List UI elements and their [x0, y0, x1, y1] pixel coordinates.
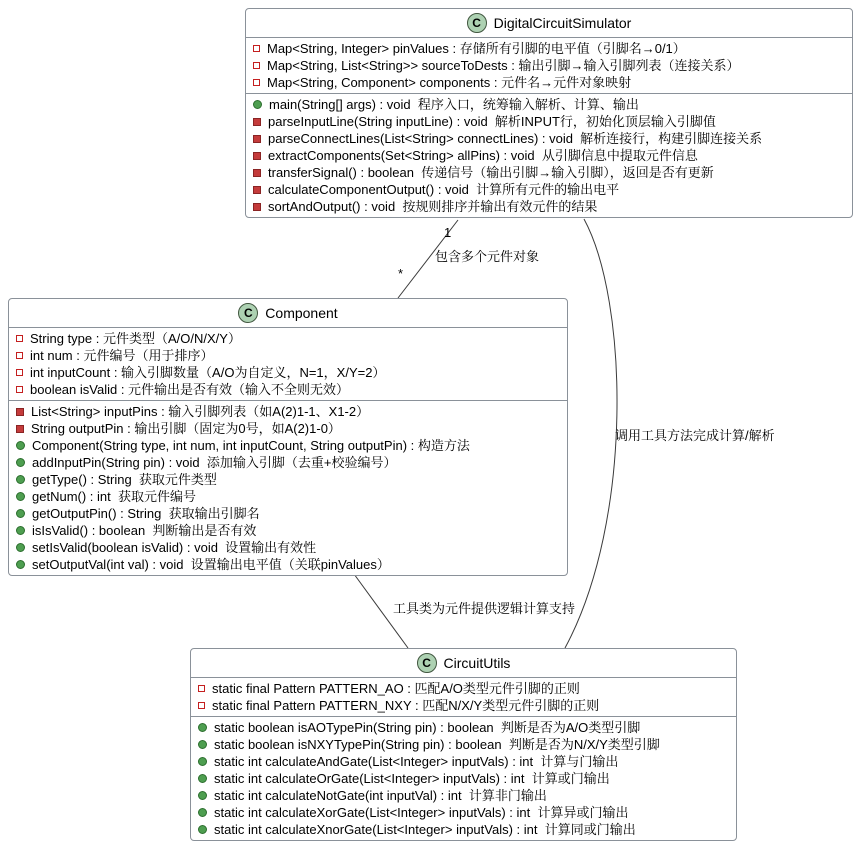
edge-label-contains-components: 包含多个元件对象 — [435, 249, 540, 264]
class-stereotype-icon: C — [417, 653, 437, 673]
member-text: static int calculateOrGate(List<Integer> inputVals) : int 计算或门输出 — [214, 771, 610, 786]
method-row — [191, 787, 736, 804]
private-method-icon — [253, 152, 261, 160]
public-method-icon — [16, 526, 25, 535]
class-stereotype-icon: C — [467, 13, 487, 33]
public-method-icon — [16, 475, 25, 484]
fields-compartment — [191, 678, 736, 716]
private-method-icon — [253, 169, 261, 177]
public-method-icon — [198, 808, 207, 817]
association-simulator-utils — [565, 219, 617, 648]
method-row — [9, 505, 567, 522]
private-field-icon — [16, 352, 23, 359]
method-row — [191, 719, 736, 736]
member-text: static final Pattern PATTERN_AO : 匹配A/O类型元件引脚的正则 — [212, 681, 580, 696]
method-row — [9, 437, 567, 454]
member-text: int inputCount : 输入引脚数量（A/O为自定义，N=1，X/Y=2） — [30, 365, 386, 380]
private-field-icon — [198, 685, 205, 692]
method-row — [9, 420, 567, 437]
methods-compartment — [246, 93, 852, 217]
member-text: boolean isValid : 元件输出是否有效（输入不全则无效） — [30, 382, 350, 397]
method-row — [9, 403, 567, 420]
field-row — [191, 680, 736, 697]
private-field-icon — [198, 702, 205, 709]
public-method-icon — [198, 740, 207, 749]
public-method-icon — [198, 723, 207, 732]
member-text: static boolean isAOTypePin(String pin) : boolean 判断是否为A/O类型引脚 — [214, 720, 641, 735]
field-row — [246, 74, 852, 91]
member-text: parseConnectLines(List<String> connectLines) : void 解析连接行，构建引脚连接关系 — [268, 131, 763, 146]
private-method-icon — [16, 408, 24, 416]
field-row — [191, 697, 736, 714]
member-text: Map<String, Component> components : 元件名→元件对象映射 — [267, 75, 632, 90]
member-text: String outputPin : 输出引脚（固定为0号，如A(2)1-0） — [31, 421, 341, 436]
method-row — [9, 556, 567, 573]
member-text: static int calculateXorGate(List<Integer> inputVals) : int 计算异或门输出 — [214, 805, 629, 820]
method-row — [191, 804, 736, 821]
public-method-icon — [198, 774, 207, 783]
class-name: DigitalCircuitSimulator — [493, 15, 632, 31]
field-row — [246, 40, 852, 57]
private-method-icon — [16, 425, 24, 433]
member-text: setIsValid(boolean isValid) : void 设置输出有效性 — [32, 540, 317, 555]
method-row — [191, 753, 736, 770]
method-row — [191, 770, 736, 787]
method-row — [246, 198, 852, 215]
public-method-icon — [16, 441, 25, 450]
method-row — [246, 113, 852, 130]
method-row — [191, 736, 736, 753]
public-method-icon — [253, 100, 262, 109]
public-method-icon — [16, 458, 25, 467]
public-method-icon — [16, 492, 25, 501]
member-text: String type : 元件类型（A/O/N/X/Y） — [30, 331, 241, 346]
class-stereotype-icon: C — [238, 303, 258, 323]
fields-compartment — [246, 38, 852, 93]
class-header — [191, 649, 736, 678]
member-text: getNum() : int 获取元件编号 — [32, 489, 196, 504]
member-text: getType() : String 获取元件类型 — [32, 472, 217, 487]
methods-compartment — [9, 400, 567, 575]
method-row — [9, 539, 567, 556]
method-row — [9, 471, 567, 488]
private-field-icon — [16, 335, 23, 342]
field-row — [9, 347, 567, 364]
method-row — [9, 488, 567, 505]
member-text: int num : 元件编号（用于排序） — [30, 348, 214, 363]
member-text: Map<String, List<String>> sourceToDests : 输出引脚→输入引脚列表（连接关系） — [267, 58, 740, 73]
member-text: addInputPin(String pin) : void 添加输入引脚（去重+校验编号） — [32, 455, 397, 470]
method-row — [246, 96, 852, 113]
class-box-digitalcircuitsimulator — [245, 8, 853, 218]
private-method-icon — [253, 203, 261, 211]
member-text: isIsValid() : boolean 判断输出是否有效 — [32, 523, 257, 538]
edge-label-utils-supports-component: 工具类为元件提供逻辑计算支持 — [393, 601, 576, 616]
field-row — [9, 381, 567, 398]
member-text: static final Pattern PATTERN_NXY : 匹配N/X/Y类型元件引脚的正则 — [212, 698, 600, 713]
member-text: static boolean isNXYTypePin(String pin) : boolean 判断是否为N/X/Y类型引脚 — [214, 737, 660, 752]
member-text: parseInputLine(String inputLine) : void 解析INPUT行，初始化顶层输入引脚值 — [268, 114, 716, 129]
member-text: static int calculateXnorGate(List<Integer> inputVals) : int 计算同或门输出 — [214, 822, 636, 837]
public-method-icon — [198, 791, 207, 800]
method-row — [9, 454, 567, 471]
member-text: main(String[] args) : void 程序入口，统筹输入解析、计算、输出 — [269, 97, 639, 112]
member-text: extractComponents(Set<String> allPins) : void 从引脚信息中提取元件信息 — [268, 148, 698, 163]
class-box-circuitutils — [190, 648, 737, 841]
method-row — [246, 147, 852, 164]
member-text: setOutputVal(int val) : void 设置输出电平值（关联pinValues） — [32, 557, 390, 572]
private-field-icon — [253, 45, 260, 52]
member-text: getOutputPin() : String 获取输出引脚名 — [32, 506, 260, 521]
private-method-icon — [253, 135, 261, 143]
private-field-icon — [253, 62, 260, 69]
field-row — [9, 330, 567, 347]
multiplicity-one-label: 1 — [444, 225, 452, 240]
methods-compartment — [191, 716, 736, 840]
private-method-icon — [253, 186, 261, 194]
method-row — [9, 522, 567, 539]
member-text: Map<String, Integer> pinValues : 存储所有引脚的电平值（引脚名→0/1） — [267, 41, 686, 56]
class-name: CircuitUtils — [443, 655, 511, 671]
class-name: Component — [265, 305, 338, 321]
method-row — [246, 164, 852, 181]
member-text: static int calculateNotGate(int inputVal) : int 计算非门输出 — [214, 788, 547, 803]
member-text: calculateComponentOutput() : void 计算所有元件的输出电平 — [268, 182, 620, 197]
private-field-icon — [16, 386, 23, 393]
multiplicity-many-label: * — [398, 266, 404, 281]
private-method-icon — [253, 118, 261, 126]
class-box-component — [8, 298, 568, 576]
method-row — [191, 821, 736, 838]
public-method-icon — [198, 825, 207, 834]
method-row — [246, 130, 852, 147]
member-text: sortAndOutput() : void 按规则排序并输出有效元件的结果 — [268, 199, 598, 214]
public-method-icon — [16, 543, 25, 552]
private-field-icon — [253, 79, 260, 86]
member-text: Component(String type, int num, int inputCount, String outputPin) : 构造方法 — [32, 438, 470, 453]
field-row — [246, 57, 852, 74]
fields-compartment — [9, 328, 567, 400]
edge-label-simulator-calls-utils: 调用工具方法完成计算/解析 — [615, 428, 775, 443]
field-row — [9, 364, 567, 381]
public-method-icon — [16, 509, 25, 518]
private-field-icon — [16, 369, 23, 376]
member-text: static int calculateAndGate(List<Integer> inputVals) : int 计算与门输出 — [214, 754, 619, 769]
public-method-icon — [16, 560, 25, 569]
class-header — [9, 299, 567, 328]
public-method-icon — [198, 757, 207, 766]
class-header — [246, 9, 852, 38]
member-text: List<String> inputPins : 输入引脚列表（如A(2)1-1、X1-2） — [31, 404, 370, 419]
member-text: transferSignal() : boolean 传递信号（输出引脚→输入引脚），返回是否有更新 — [268, 165, 714, 180]
method-row — [246, 181, 852, 198]
